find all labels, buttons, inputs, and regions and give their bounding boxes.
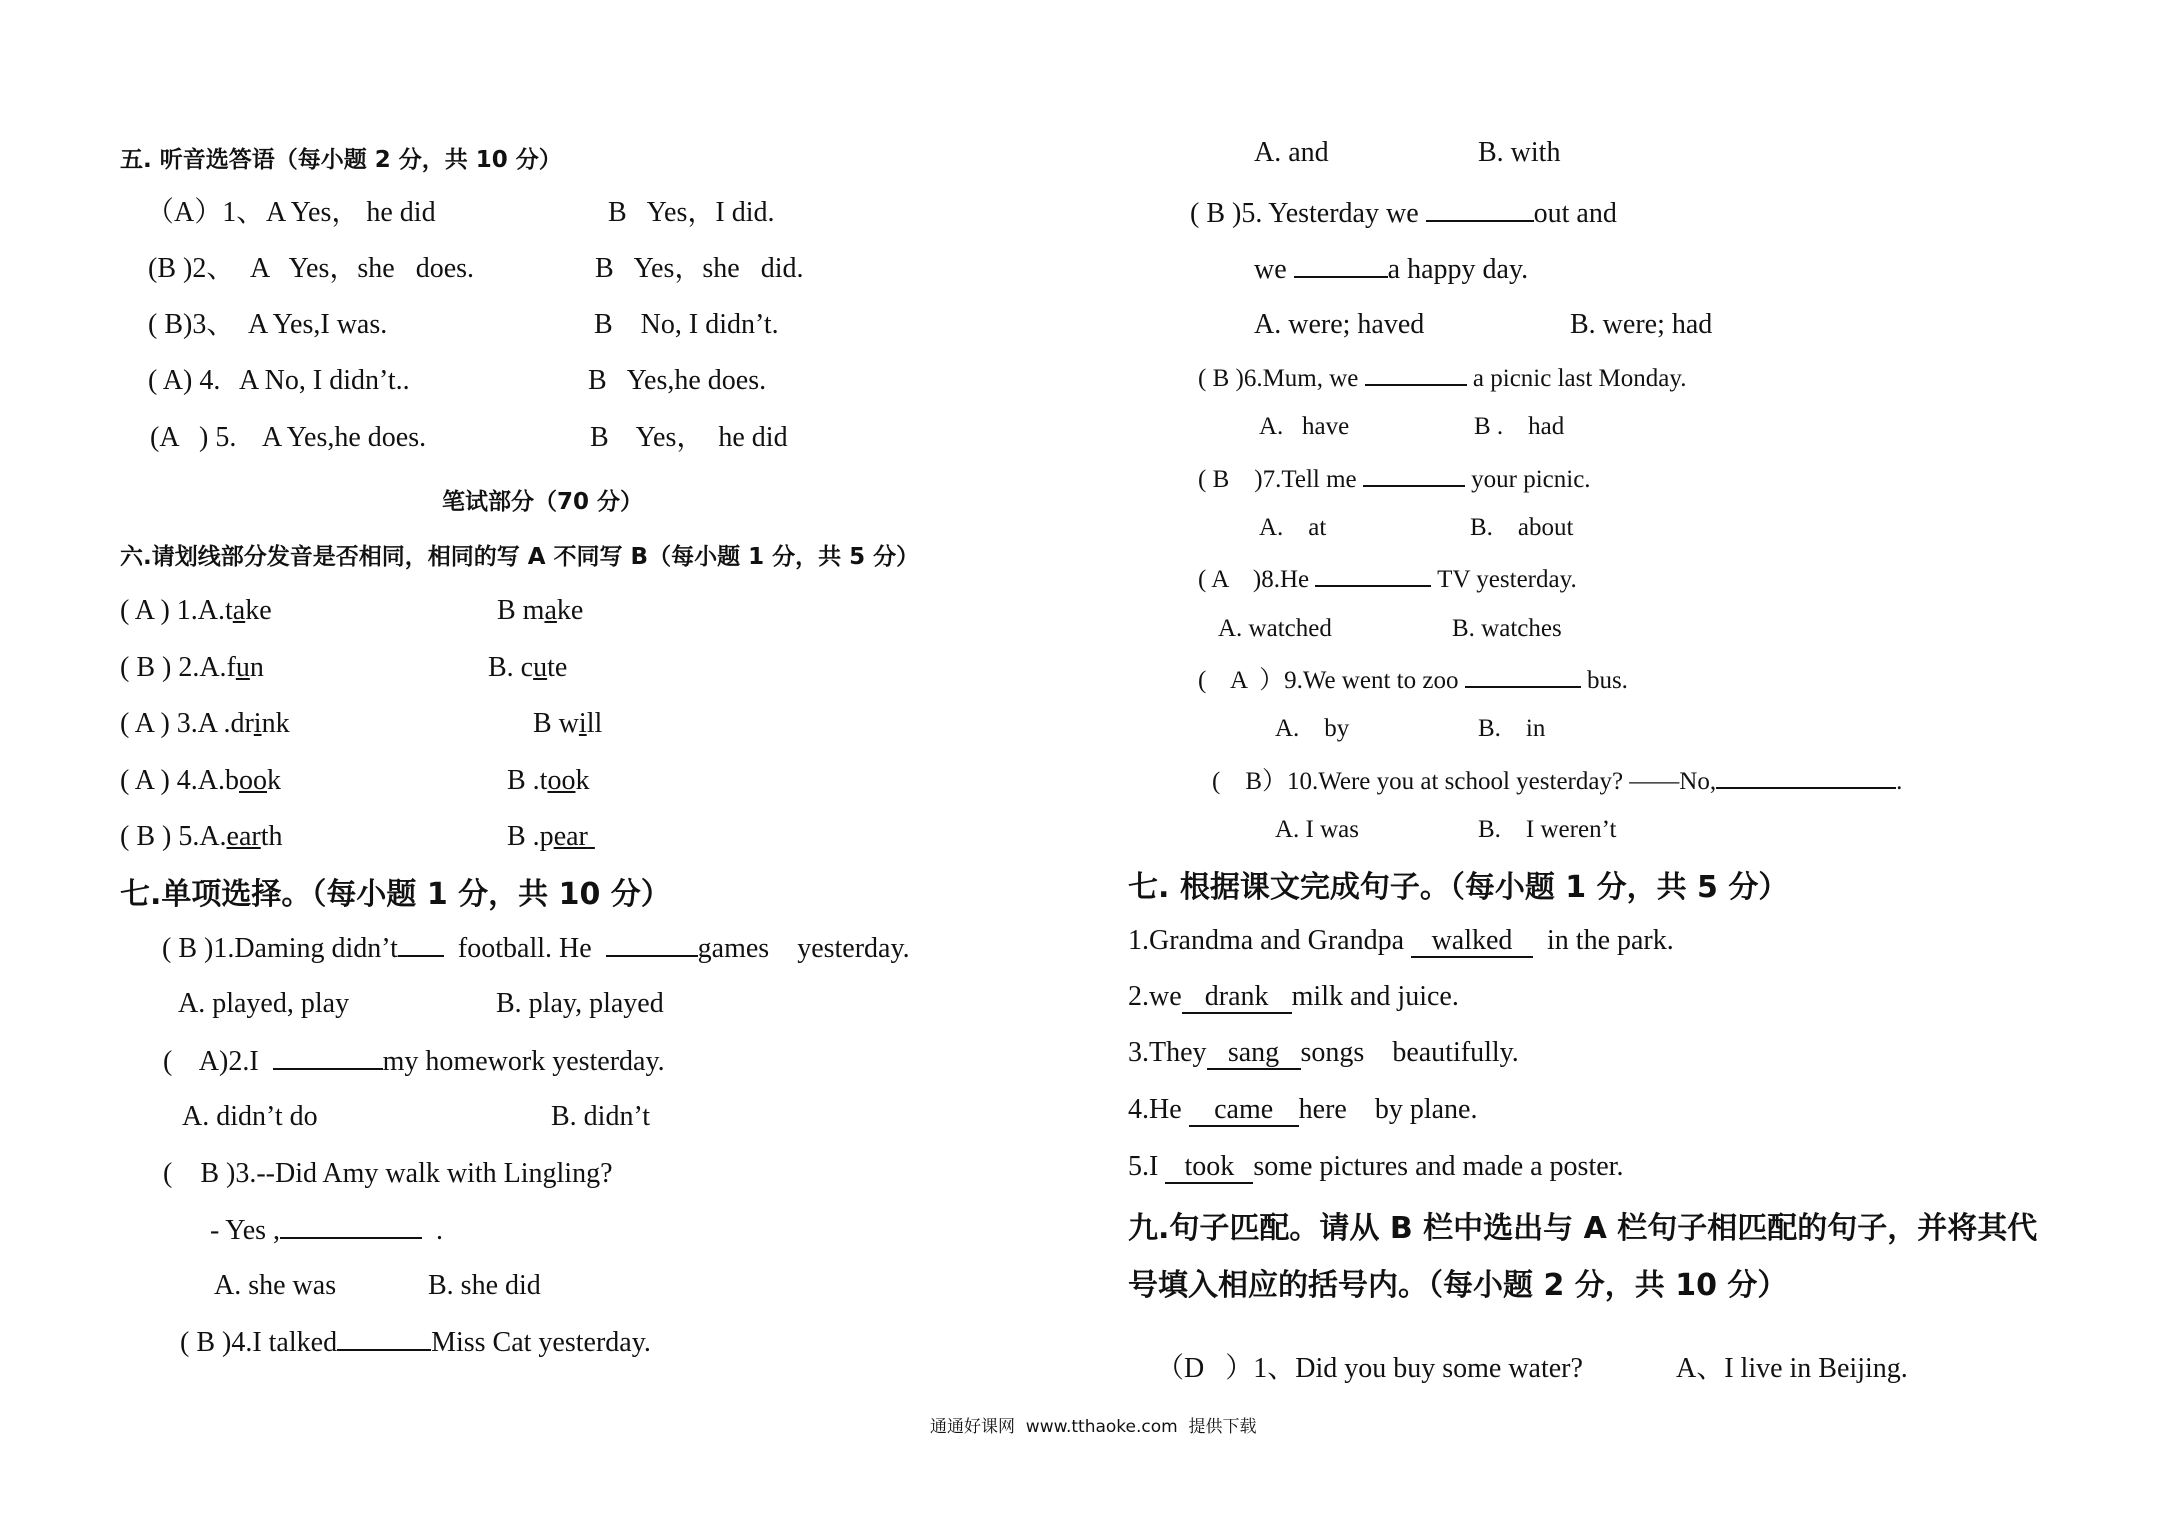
s7-q3-text-2: - Yes , xyxy=(210,1215,281,1246)
s7-q7-text-1: ( B )7.Tell me xyxy=(1198,466,1357,493)
s7-q9-text-1: ( A ）9.We went to zoo xyxy=(1198,667,1459,694)
s7-q1-option-a: A. played, play xyxy=(178,988,350,1019)
s6-q2-underlined-b: u xyxy=(533,652,548,683)
s7-q6-text-2: a picnic last Monday. xyxy=(1472,365,1687,392)
s7-q3-option-a: A. she was xyxy=(214,1270,337,1301)
s6-q1-word-a-end: ke xyxy=(245,595,272,626)
footer-source-note: 通通好课网 www.tthaoke.com 提供下载 xyxy=(930,1417,1257,1437)
s8-s5-post: some pictures and made a poster. xyxy=(1253,1151,1624,1182)
s7-q1-text-1: ( B )1.Daming didn’t xyxy=(162,933,398,964)
s8-s4-pre: 4.He xyxy=(1128,1094,1189,1125)
s7-q4-text-1: ( B )4.I talked xyxy=(180,1327,338,1358)
s5-q1-option-a: A Yes， he did xyxy=(266,197,436,228)
s6-q1-word-b-end: ke xyxy=(556,595,584,626)
s5-q3-option-b: B No, I didn’t. xyxy=(594,309,779,340)
s5-q4-option-a: A No, I didn’t.. xyxy=(239,365,410,396)
s5-q1-option-b: B Yes，I did. xyxy=(608,197,775,228)
s7-q5-option-a: A. were; haved xyxy=(1254,309,1425,340)
s6-q3-underlined-a: i xyxy=(253,708,262,739)
s6-q1-word-b-start: B m xyxy=(497,595,545,626)
s8-sentence-2 xyxy=(1128,980,1459,1014)
s6-question-2 xyxy=(120,651,264,685)
section-9-title-line-1: 九.句子匹配。请从 B 栏中选出与 A 栏句子相匹配的句子，并将其代 xyxy=(1128,1211,2038,1246)
s7-q8-option-a: A. watched xyxy=(1218,615,1332,642)
s7-q1-blank-2 xyxy=(606,931,698,957)
s5-q3-number: ( B)3、 xyxy=(148,309,235,340)
s6-question-1 xyxy=(120,594,272,628)
s7-q1-text-2: football. He xyxy=(457,933,592,964)
s7-q6-option-a: A. have xyxy=(1259,413,1350,440)
s8-s1-pre: 1.Grandma and Grandpa xyxy=(1128,925,1412,956)
s7-q10-blank xyxy=(1716,763,1896,789)
s6-q3-word-a-start: ( A ) 3.A .dr xyxy=(120,708,254,739)
s7-q2-blank xyxy=(273,1044,383,1070)
s7-question-3: ( B )3.--Did Amy walk with Lingling? xyxy=(163,1158,613,1189)
s7-q3-text-3: . xyxy=(436,1215,444,1246)
s5-q2-option-a: A Yes，she does. xyxy=(250,253,475,284)
s8-s1-answer: walked xyxy=(1411,926,1533,958)
s8-s5-answer: took xyxy=(1165,1152,1253,1184)
s7-q2-text-2: my homework yesterday. xyxy=(382,1046,665,1077)
s7-q3-blank xyxy=(280,1213,422,1239)
s6-q2-option-b xyxy=(488,651,567,685)
s7-question-6 xyxy=(1198,360,1687,396)
s6-q3-option-b xyxy=(533,707,602,741)
s7-q5-text-2: out and xyxy=(1533,198,1617,229)
s6-q5-option-b xyxy=(507,820,595,854)
s6-q5-underline-tail xyxy=(588,821,595,852)
s7-q4-blank xyxy=(337,1325,431,1351)
s8-s3-pre: 3.They xyxy=(1128,1037,1207,1068)
s8-sentence-1 xyxy=(1128,924,1674,958)
s7-question-9 xyxy=(1198,662,1628,698)
s6-question-4 xyxy=(120,764,281,798)
s8-s3-answer: sang xyxy=(1207,1038,1301,1070)
s7-q1-option-b: B. play, played xyxy=(496,988,664,1019)
s7-q9-option-a: A. by xyxy=(1275,715,1350,742)
s6-q3-word-b-start: B w xyxy=(533,708,579,739)
s7-q2-text-1: ( A)2.I xyxy=(163,1046,259,1077)
s6-q2-word-b-start: B. c xyxy=(488,652,534,683)
s8-s4-answer: came xyxy=(1189,1095,1299,1127)
s7-q7-option-b: B. about xyxy=(1470,514,1574,541)
s5-q4-option-b: B Yes,he does. xyxy=(588,365,767,396)
s5-q3-option-a: A Yes,I was. xyxy=(248,309,388,340)
s7-q4-option-a: A. and xyxy=(1254,137,1329,168)
s6-question-3 xyxy=(120,707,290,741)
s8-s2-pre: 2.we xyxy=(1128,981,1182,1012)
s7-q4-option-b: B. with xyxy=(1478,137,1561,168)
written-part-heading: 笔试部分（70 分） xyxy=(442,489,644,515)
s7-q5-blank-2 xyxy=(1294,252,1388,278)
s7-q8-text-2: TV yesterday. xyxy=(1437,566,1577,593)
s6-q4-option-b xyxy=(507,764,589,798)
section-6-title: 六.请划线部分发音是否相同，相同的写 A 不同写 B（每小题 1 分，共 5 分） xyxy=(120,544,920,570)
s7-q10-text-1: ( B）10.Were you at school yesterday? ——No, xyxy=(1212,768,1717,795)
s8-s2-answer: drank xyxy=(1182,982,1292,1014)
s6-q3-word-a-end: nk xyxy=(261,708,290,739)
s6-q5-word-b-start: B .p xyxy=(507,821,554,852)
section-7-title: 七.单项选择。（每小题 1 分，共 10 分） xyxy=(120,877,671,912)
s7-q3-option-b: B. she did xyxy=(428,1270,541,1301)
s7-q10-option-b: B. I weren’t xyxy=(1478,816,1617,843)
s7-question-4 xyxy=(180,1325,651,1360)
s8-sentence-4 xyxy=(1128,1093,1477,1127)
s5-q2-number: (B )2、 xyxy=(148,253,235,284)
s7-q8-text-1: ( A )8.He xyxy=(1198,566,1310,593)
s7-q8-blank xyxy=(1315,561,1431,587)
s8-sentence-3 xyxy=(1128,1036,1519,1070)
s7-q6-option-b: B . had xyxy=(1474,413,1565,440)
s6-q3-word-b-end: ll xyxy=(586,708,603,739)
s5-q2-option-b: B Yes，she did. xyxy=(595,253,804,284)
s7-q10-option-a: A. I was xyxy=(1275,816,1360,843)
s7-q1-blank-1 xyxy=(398,931,444,957)
s7-question-1 xyxy=(162,931,910,966)
section-8-title: 七. 根据课文完成句子。（每小题 1 分，共 5 分） xyxy=(1128,870,1789,905)
s8-s3-post: songs beautifully. xyxy=(1300,1037,1519,1068)
s6-q2-word-b-end: te xyxy=(547,652,568,683)
s8-s5-pre: 5.I xyxy=(1128,1151,1166,1182)
s5-q5-option-b: B Yes， he did xyxy=(590,422,788,453)
s6-q5-underlined-a: ear xyxy=(226,821,261,852)
s7-question-2 xyxy=(163,1044,665,1079)
s6-q2-word-a-start: ( B ) 2.A.f xyxy=(120,652,236,683)
s6-q4-word-a-start: ( A ) 4.A.b xyxy=(120,765,239,796)
s7-q7-option-a: A. at xyxy=(1259,514,1327,541)
s6-q4-word-b-end: k xyxy=(575,765,590,796)
s7-q4-text-2: Miss Cat yesterday. xyxy=(431,1327,651,1358)
s7-q1-text-3: games yesterday. xyxy=(697,933,910,964)
s6-q4-underlined-b: oo xyxy=(547,765,576,796)
s7-question-7 xyxy=(1198,461,1591,497)
s6-question-5 xyxy=(120,820,283,854)
s7-q5-line-2 xyxy=(1254,252,1528,287)
s7-q9-blank xyxy=(1465,662,1581,688)
s7-q7-text-2: your picnic. xyxy=(1471,466,1591,493)
s7-q2-option-b: B. didn’t xyxy=(551,1101,651,1132)
s7-q9-text-2: bus. xyxy=(1586,667,1628,694)
s7-question-10 xyxy=(1212,763,1902,799)
s6-q4-word-a-end: k xyxy=(267,765,281,796)
s7-q5-text-1: ( B )5. Yesterday we xyxy=(1190,198,1419,229)
s6-q4-underlined-a: oo xyxy=(239,765,267,796)
s7-q3-answer-line xyxy=(210,1213,443,1248)
s5-q1-number: （A）1、 xyxy=(146,197,265,228)
s6-q1-word-a-start: ( A ) 1.A.t xyxy=(120,595,233,626)
s6-q3-underlined-b: i xyxy=(578,708,587,739)
s6-q2-underlined-a: u xyxy=(235,652,250,683)
s7-q6-text-1: ( B )6.Mum, we xyxy=(1198,365,1359,392)
s9-question-1: （D ）1、Did you buy some water? xyxy=(1156,1353,1583,1384)
s6-q5-word-a-start: ( B ) 5.A. xyxy=(120,821,227,852)
s8-sentence-5 xyxy=(1128,1150,1623,1184)
s7-q6-blank xyxy=(1365,360,1467,386)
s7-q5-blank-1 xyxy=(1426,196,1534,222)
s9-q1-option-b: A、I live in Beijing. xyxy=(1676,1353,1908,1384)
section-9-title-line-2: 号填入相应的括号内。（每小题 2 分，共 10 分） xyxy=(1128,1268,1788,1303)
s8-s2-post: milk and juice. xyxy=(1291,981,1459,1012)
s6-q4-word-b-start: B .t xyxy=(507,765,548,796)
s5-q5-number: (A ) 5. xyxy=(150,422,237,453)
s7-question-8 xyxy=(1198,561,1577,597)
s7-q8-option-b: B. watches xyxy=(1452,615,1562,642)
s8-s4-post: here by plane. xyxy=(1298,1094,1478,1125)
s7-q5-text-3: we xyxy=(1254,254,1287,285)
s6-q1-underlined-b: a xyxy=(544,595,557,626)
s6-q1-underlined-a: a xyxy=(232,595,246,626)
s7-q5-text-4: a happy day. xyxy=(1387,254,1529,285)
s5-q4-number: ( A) 4. xyxy=(148,365,221,396)
s6-q2-word-a-end: n xyxy=(249,652,264,683)
s7-q2-option-a: A. didn’t do xyxy=(182,1101,318,1132)
s7-question-5 xyxy=(1190,196,1617,231)
s7-q5-option-b: B. were; had xyxy=(1570,309,1713,340)
s5-q5-option-a: A Yes,he does. xyxy=(262,422,427,453)
s7-q7-blank xyxy=(1363,461,1465,487)
s7-q10-text-2: . xyxy=(1896,768,1903,795)
s6-q5-word-a-end: th xyxy=(260,821,283,852)
s6-q5-underlined-b: ear xyxy=(553,821,588,852)
s8-s1-post: in the park. xyxy=(1533,925,1674,956)
s7-q9-option-b: B. in xyxy=(1478,715,1546,742)
s6-q1-option-b xyxy=(497,594,583,628)
section-5-title: 五. 听音选答语（每小题 2 分，共 10 分） xyxy=(120,147,562,173)
